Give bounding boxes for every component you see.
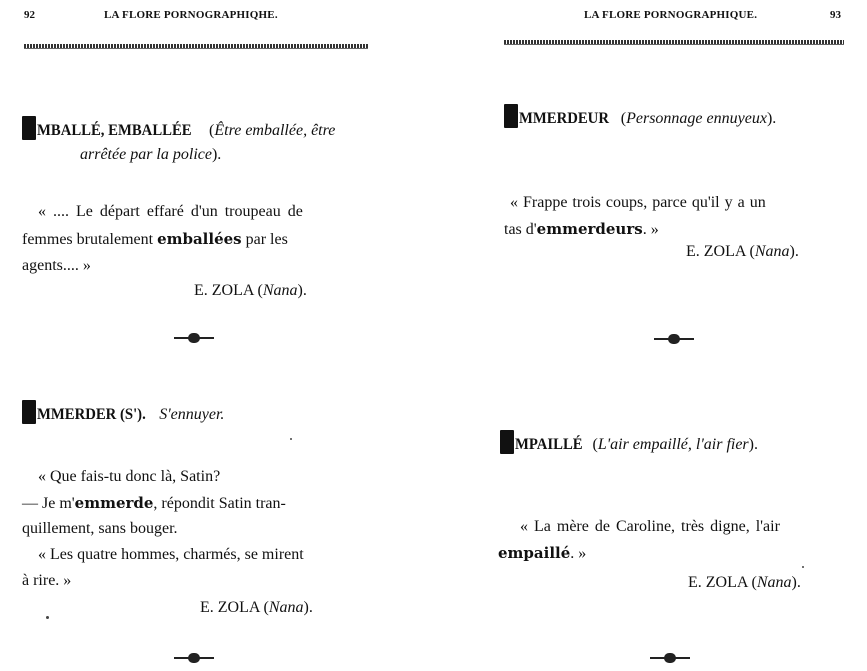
entry-lemma: MBALLÉ, EMBALLÉE bbox=[37, 122, 192, 139]
quote-line bbox=[22, 490, 286, 517]
entry-gloss: Être emballée, être bbox=[214, 122, 336, 139]
gloss-close: ). bbox=[766, 110, 777, 127]
quote-text: . » bbox=[642, 221, 659, 238]
ink-speck bbox=[46, 616, 49, 619]
highlighted-word: emmerde bbox=[74, 494, 154, 512]
running-head: LA FLORE PORNOGRAPHIQHE. bbox=[104, 9, 278, 21]
attribution bbox=[686, 243, 799, 261]
attribution bbox=[688, 574, 801, 592]
highlighted-word: emmerdeurs bbox=[536, 220, 643, 238]
ornament-icon bbox=[174, 333, 214, 343]
entry-lemma: MMERDEUR bbox=[519, 110, 609, 127]
quote-line: « Les quatre hommes, charmés, se mirent bbox=[38, 546, 304, 563]
ink-speck bbox=[290, 438, 292, 440]
entry-heading bbox=[22, 116, 335, 144]
attribution-author: E. ZOLA ( bbox=[194, 282, 263, 299]
drop-cap-icon bbox=[22, 400, 36, 424]
quote-text: femmes brutalement bbox=[22, 231, 154, 248]
quote-text: , répondit Satin tran- bbox=[153, 495, 286, 512]
quote-line bbox=[504, 216, 659, 243]
entry-lemma: MMERDER (S'). bbox=[37, 406, 146, 423]
attribution bbox=[200, 599, 313, 617]
drop-cap-icon bbox=[500, 430, 514, 454]
ink-speck bbox=[802, 566, 804, 568]
entry-heading bbox=[22, 400, 224, 428]
attribution-source: Nana bbox=[268, 599, 304, 616]
quote-text: par les bbox=[245, 231, 288, 248]
attribution-close: ). bbox=[297, 282, 307, 299]
entry-gloss: L'air empaillé, l'air fier bbox=[597, 436, 749, 453]
quote-line: « La mère de Caroline, très digne, l'air bbox=[520, 518, 780, 535]
quote-line: quillement, sans bouger. bbox=[22, 520, 178, 537]
entry-lemma: MPAILLÉ bbox=[515, 436, 583, 453]
left-page bbox=[0, 0, 420, 671]
quote-line: « Frappe trois coups, parce qu'il y a un bbox=[510, 194, 766, 211]
highlighted-word: emballées bbox=[157, 230, 242, 248]
entry-gloss: S'ennuyer. bbox=[159, 406, 225, 423]
header-rule bbox=[24, 44, 368, 49]
header-rule bbox=[504, 40, 844, 45]
quote-text: — Je m' bbox=[22, 495, 75, 512]
attribution-author: E. ZOLA ( bbox=[688, 574, 757, 591]
attribution-close: ). bbox=[303, 599, 313, 616]
drop-cap-icon bbox=[22, 116, 36, 140]
attribution-source: Nana bbox=[754, 243, 790, 260]
attribution-author: E. ZOLA ( bbox=[200, 599, 269, 616]
running-head: LA FLORE PORNOGRAPHIQUE. bbox=[584, 9, 758, 21]
entry-heading bbox=[504, 104, 776, 132]
entry-gloss: Personnage ennuyeux bbox=[626, 110, 767, 127]
quote-text: tas d' bbox=[504, 221, 537, 238]
quote-text: . » bbox=[570, 545, 587, 562]
quote-line bbox=[498, 540, 586, 567]
quote-line bbox=[22, 226, 288, 253]
drop-cap-icon bbox=[504, 104, 518, 128]
entry-gloss-cont bbox=[80, 142, 221, 168]
attribution-close: ). bbox=[789, 243, 799, 260]
attribution-close: ). bbox=[791, 574, 801, 591]
entry-gloss-line2: arrêtée par la police bbox=[80, 146, 212, 163]
quote-line: agents.... » bbox=[22, 257, 91, 274]
page-number: 92 bbox=[24, 9, 35, 21]
entry-heading bbox=[500, 430, 758, 458]
attribution bbox=[194, 282, 307, 300]
gloss-paren: ( bbox=[592, 436, 598, 453]
gloss-paren: ( bbox=[209, 122, 215, 139]
right-page bbox=[440, 0, 867, 671]
attribution-source: Nana bbox=[756, 574, 792, 591]
ornament-icon bbox=[174, 653, 214, 663]
attribution-source: Nana bbox=[262, 282, 298, 299]
quote-line: à rire. » bbox=[22, 572, 72, 589]
ornament-icon bbox=[654, 334, 694, 344]
gloss-close: ). bbox=[211, 146, 222, 163]
ornament-icon bbox=[650, 653, 690, 663]
quote-line: « .... Le départ effaré d'un troupeau de bbox=[38, 203, 303, 220]
gloss-paren: ( bbox=[620, 110, 627, 127]
gloss-close: ). bbox=[748, 436, 758, 453]
page-number: 93 bbox=[830, 9, 841, 21]
quote-line: « Que fais-tu donc là, Satin? bbox=[38, 468, 221, 485]
highlighted-word: empaillé bbox=[498, 544, 571, 562]
attribution-author: E. ZOLA ( bbox=[686, 243, 755, 260]
